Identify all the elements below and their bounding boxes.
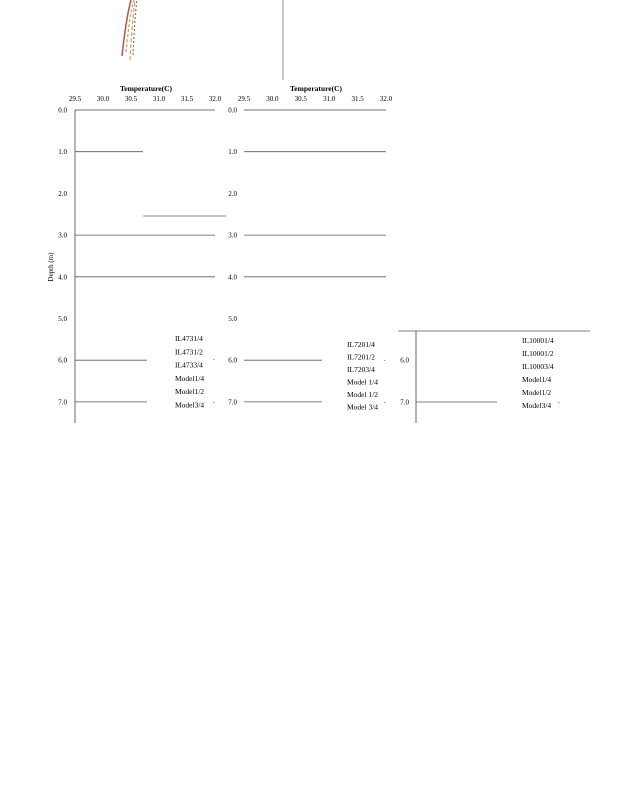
legend-entry: Model 1/2 [347, 390, 379, 399]
legend-entry: Model1/4 [175, 373, 205, 383]
legend-entry: IL4731/4 [175, 334, 203, 343]
chart-1-legend-marker: . [213, 354, 215, 362]
chart-2-x-ticks [238, 95, 393, 103]
y-tick-label: 3.0 [58, 231, 67, 240]
chart-1-legend [175, 334, 204, 410]
chart-2-legend [347, 340, 378, 412]
legend-entry: Model1/4 [522, 375, 552, 384]
chart-3-legend-marker: . [558, 397, 560, 405]
legend-entry: IL10003/4 [522, 362, 554, 371]
x-tick-label: 31.0 [323, 95, 336, 103]
y-tick-label: 4.0 [228, 273, 237, 282]
legend-entry: Model1/2 [522, 388, 552, 397]
y-tick-label: 6.0 [58, 356, 67, 365]
chart-3-y-ticks [400, 357, 409, 407]
legend-entry: IL7201/4 [347, 340, 375, 349]
legend-entry: IL7201/2 [347, 352, 375, 362]
x-tick-label: 30.0 [96, 95, 110, 103]
legend-entry: Model3/4 [175, 400, 205, 410]
chart-3-legend [522, 336, 554, 410]
legend-entry: IL10001/2 [522, 349, 554, 358]
chart-3 [398, 331, 590, 423]
chart-1 [47, 84, 226, 423]
top-partial-chart [122, 0, 283, 80]
x-tick-label: 30.0 [266, 95, 279, 103]
legend-entry: IL7203/4 [347, 365, 375, 374]
x-tick-label: 30.5 [124, 95, 138, 103]
y-tick-label: 5.0 [58, 315, 67, 323]
chart-1-x-title: Temperature(C) [119, 84, 173, 93]
legend-entry: Model 1/4 [347, 377, 379, 387]
y-tick-label: 6.0 [228, 356, 237, 365]
y-tick-label: 1.0 [228, 148, 237, 157]
legend-entry: IL4733/4 [175, 360, 203, 370]
legend-entry: Model 3/4 [347, 402, 379, 412]
legend-entry: Model3/4 [522, 401, 552, 410]
y-tick-label: 0.0 [228, 106, 237, 115]
legend-entry: IL4731/2 [175, 347, 203, 357]
chart-2-y-ticks [228, 107, 237, 407]
x-tick-label: 31.5 [351, 95, 364, 103]
y-tick-label: 4.0 [58, 273, 67, 282]
legend-entry: Model1/2 [175, 387, 205, 397]
x-tick-label: 32.0 [208, 95, 222, 103]
y-tick-label: 1.0 [58, 148, 67, 157]
chart-2-legend-marker: . [384, 355, 386, 363]
x-tick-label: 32.0 [379, 95, 393, 103]
chart-1-y-title: Depth (m) [47, 252, 55, 282]
x-tick-label: 29.5 [237, 95, 251, 103]
x-tick-label: 31.0 [152, 95, 166, 103]
y-tick-label: 3.0 [228, 231, 237, 240]
y-tick-label: 0.0 [58, 106, 67, 115]
x-tick-label: 30.5 [294, 95, 307, 103]
top-curve-red [122, 0, 131, 56]
chart-2-x-title: Temperature(C) [289, 84, 343, 93]
x-tick-label: 29.5 [68, 95, 82, 103]
chart-1-legend-marker: . [213, 397, 215, 405]
legend-entry: IL10001/4 [522, 336, 554, 345]
y-tick-label: 7.0 [228, 398, 237, 407]
chart-1-x-ticks [69, 95, 222, 103]
x-tick-label: 31.5 [180, 95, 194, 103]
chart-2-legend-marker: . [384, 397, 386, 405]
y-tick-label: 7.0 [58, 398, 67, 407]
y-tick-label: 2.0 [228, 189, 237, 198]
y-tick-label: 7.0 [400, 398, 409, 407]
y-tick-label: 2.0 [58, 189, 67, 198]
y-tick-label: 6.0 [400, 356, 409, 365]
top-curve-green [126, 0, 134, 52]
chart-1-y-ticks [58, 107, 67, 407]
y-tick-label: 5.0 [228, 315, 237, 323]
chart-2 [228, 84, 392, 412]
